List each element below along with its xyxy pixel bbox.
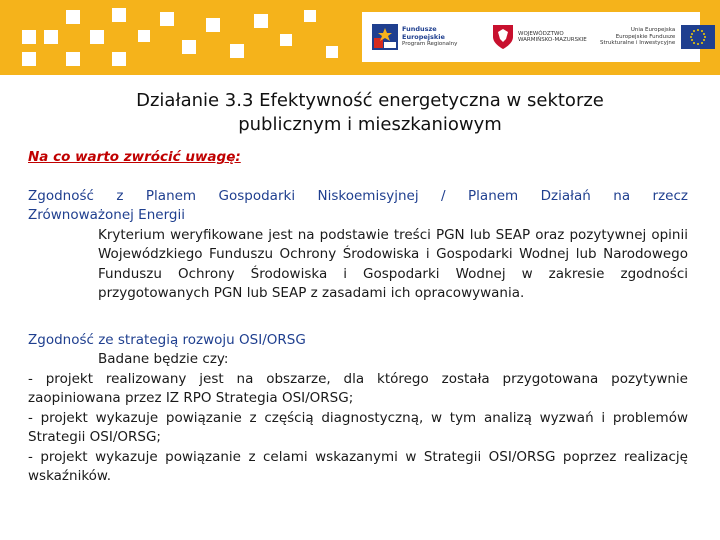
decor-square xyxy=(326,46,338,58)
section1-heading-line2: Zrównoważonej Energii xyxy=(28,207,185,223)
decor-square xyxy=(90,30,104,44)
logo-line: Europejskie Fundusze xyxy=(615,33,676,40)
fundusze-logo xyxy=(372,18,457,56)
decor-square xyxy=(112,8,126,22)
logo-line: Program Regionalny xyxy=(402,41,458,48)
header-band xyxy=(0,0,720,75)
decor-square xyxy=(112,52,126,66)
section1-heading-line1: Zgodność z Planem Gospodarki Niskoemisyjnej / Planem Działań na rzecz xyxy=(28,187,688,204)
decor-square xyxy=(66,52,80,66)
wojewodztwo-herb-icon xyxy=(492,24,514,50)
decor-square xyxy=(138,30,150,42)
logo-line: WARMIŃSKO-MAZURSKIE xyxy=(518,37,587,43)
logo-line: Europejskie xyxy=(402,32,445,41)
content-body xyxy=(28,148,688,487)
eu-flag-icon xyxy=(681,25,715,49)
list-item: - projekt wykazuje powiązanie z celami wskazanymi w Strategii OSI/ORSG poprzez realizację wskaźników. xyxy=(28,448,688,484)
title-line: publicznym i mieszkaniowym xyxy=(238,114,502,135)
section1-body: Kryterium weryfikowane jest na podstawie treści PGN lub SEAP oraz pozytywnej opinii Wojewódzkiego Funduszu Ochrony Środowiska i Gospodarki Wodnej lub Narodowego Funduszu Ochrony Środowiska i Gospodarki Wodnej w zakresie zgodności przygotowanych PGN lub SEAP z zasadami ich opracowywania. xyxy=(98,226,688,301)
decor-square xyxy=(280,34,292,46)
logo-line: Unia Europejska xyxy=(630,27,676,34)
logo-line: WOJEWÓDZTWO xyxy=(518,30,564,37)
decor-square xyxy=(22,52,36,66)
logo-line: Strukturalne i Inwestycyjne xyxy=(600,40,676,47)
logo-line: Fundusze xyxy=(402,25,437,34)
list-item: - projekt wykazuje powiązanie z częścią diagnostyczną, w tym analizą wyzwań i problemów Strategii OSI/ORSG; xyxy=(28,409,688,445)
unia-europejska-logo xyxy=(600,18,715,56)
logo-strip xyxy=(362,12,700,62)
section2-heading: Zgodność ze strategią rozwoju OSI/ORSG xyxy=(28,331,306,348)
section2-intro: Badane będzie czy: xyxy=(98,351,229,367)
wojewodztwo-logo xyxy=(492,18,587,56)
decor-square xyxy=(182,40,196,54)
decor-square xyxy=(22,30,36,44)
warning-heading: Na co warto zwrócić uwagę: xyxy=(28,149,241,165)
list-item: - projekt realizowany jest na obszarze, dla którego została przygotowana pozytywnie zaopiniowana przez IZ RPO Strategia OSI/ORSG; xyxy=(28,370,688,406)
decor-square xyxy=(66,10,80,24)
decor-square xyxy=(254,14,268,28)
decor-square xyxy=(44,30,58,44)
decor-square xyxy=(160,12,174,26)
decor-square xyxy=(230,44,244,58)
decor-square xyxy=(206,18,220,32)
title-line: Działanie 3.3 Efektywność energetyczna w sektorze xyxy=(136,90,604,111)
page-title xyxy=(60,89,680,137)
decor-square xyxy=(304,10,316,22)
fundusze-europejskie-icon xyxy=(372,24,398,50)
